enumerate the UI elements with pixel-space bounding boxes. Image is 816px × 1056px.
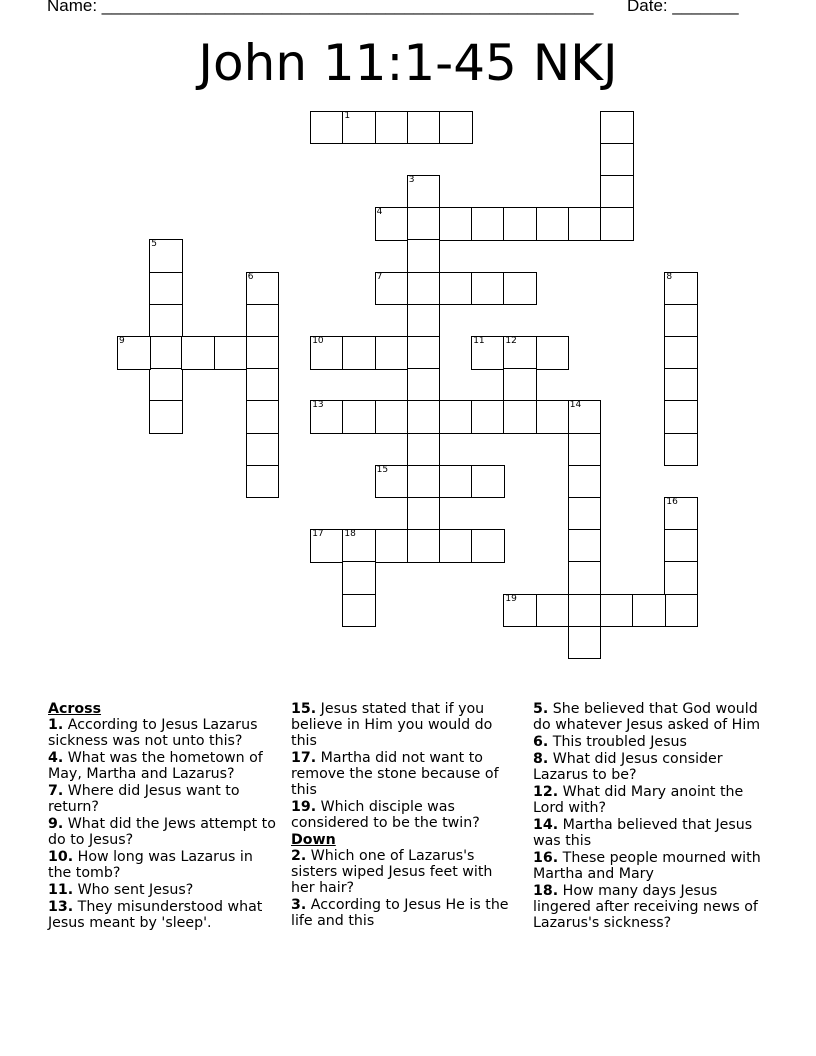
grid-cell[interactable]: [149, 336, 183, 370]
clue-text: What did Jesus consider Lazarus to be?: [533, 751, 723, 783]
grid-cell[interactable]: [439, 272, 473, 306]
grid-cell[interactable]: [181, 336, 215, 370]
grid-cell[interactable]: [439, 400, 473, 434]
down-clue: [533, 734, 773, 750]
across-clue: [48, 750, 278, 782]
grid-cell[interactable]: [503, 336, 537, 370]
grid-cell[interactable]: [471, 529, 505, 563]
clue-number: 16: [666, 497, 678, 507]
grid-cell[interactable]: [342, 529, 376, 563]
down-clue: [533, 701, 773, 733]
clue-number-label: 14.: [533, 817, 559, 833]
clue-text: What did the Jews attempt to do to Jesus?: [48, 816, 276, 848]
clues-column-1: [48, 701, 278, 932]
grid-cell[interactable]: [632, 594, 666, 628]
grid-cell[interactable]: [568, 400, 602, 434]
grid-cell[interactable]: [536, 336, 570, 370]
grid-cell[interactable]: [246, 336, 280, 370]
down-clue-list-continued: [533, 701, 773, 931]
clue-number: 18: [344, 529, 356, 540]
clue-number-label: 8.: [533, 751, 549, 767]
across-clue: [48, 816, 278, 848]
grid-cell[interactable]: [471, 272, 505, 306]
clues-column-3: [533, 701, 773, 932]
grid-cell[interactable]: [342, 594, 376, 628]
clue-text: Martha believed that Jesus was this: [533, 817, 753, 849]
grid-cell[interactable]: [439, 529, 473, 563]
grid-cell[interactable]: [664, 497, 698, 531]
grid-cell[interactable]: [407, 239, 441, 273]
grid-cell[interactable]: [246, 304, 280, 338]
grid-cell[interactable]: [310, 111, 344, 145]
grid-cell[interactable]: [471, 465, 505, 499]
grid-cell[interactable]: [149, 304, 183, 338]
grid-cell[interactable]: [375, 111, 409, 145]
across-clue-list: [48, 717, 278, 931]
down-clue: [533, 784, 773, 816]
clue-number-label: 5.: [533, 701, 549, 717]
clue-number: 14: [569, 400, 582, 411]
grid-cell[interactable]: [407, 433, 441, 467]
grid-cell[interactable]: [246, 272, 280, 306]
across-heading: Across: [48, 701, 102, 717]
page-title: John 11:1-45 NKJ: [198, 34, 618, 92]
grid-cell[interactable]: [503, 400, 537, 434]
grid-cell[interactable]: [600, 594, 634, 628]
clue-text: Where did Jesus want to return?: [48, 783, 240, 815]
clue-number-label: 1.: [48, 717, 64, 733]
grid-cell[interactable]: [664, 561, 698, 595]
grid-cell[interactable]: [536, 207, 570, 241]
down-clue: [291, 848, 516, 896]
grid-cell[interactable]: [310, 336, 344, 370]
grid-cell[interactable]: [149, 368, 183, 402]
grid-cell[interactable]: [600, 175, 634, 209]
grid-cell[interactable]: [568, 529, 602, 563]
clue-text: According to Jesus He is the life and this: [291, 897, 509, 929]
grid-cell[interactable]: [664, 594, 698, 628]
grid-cell[interactable]: [503, 594, 537, 628]
clue-number-label: 3.: [291, 897, 307, 913]
clue-number: 7: [376, 271, 383, 282]
clue-text: Who sent Jesus?: [73, 882, 194, 898]
clue-text: They misunderstood what Jesus meant by 'sleep'.: [48, 899, 263, 931]
clue-text: This troubled Jesus: [548, 734, 687, 750]
clue-number-label: 13.: [48, 899, 74, 915]
grid-cell[interactable]: [439, 111, 473, 145]
grid-cell[interactable]: [664, 304, 698, 338]
grid-cell[interactable]: [342, 336, 376, 370]
clue-text: How long was Lazarus in the tomb?: [48, 849, 253, 881]
clue-number-label: 9.: [48, 816, 64, 832]
grid-cell[interactable]: [407, 465, 441, 499]
grid-cell[interactable]: [407, 368, 441, 402]
clue-number-label: 10.: [48, 849, 74, 865]
grid-cell[interactable]: [568, 626, 602, 660]
grid-cell[interactable]: [407, 272, 441, 306]
grid-cell[interactable]: [568, 465, 602, 499]
clues-column-2: [291, 701, 516, 930]
clue-number-label: 17.: [291, 750, 317, 766]
down-clue: [533, 883, 773, 931]
clue-number: 1: [344, 110, 351, 121]
grid-cell[interactable]: [407, 304, 441, 338]
clue-text: What did Mary anoint the Lord with?: [533, 784, 744, 816]
clue-number: 4: [376, 207, 383, 218]
across-clue: [291, 750, 516, 798]
grid-cell[interactable]: [375, 336, 409, 370]
grid-cell[interactable]: [439, 207, 473, 241]
clue-number-label: 16.: [533, 850, 559, 866]
grid-cell[interactable]: [407, 400, 441, 434]
down-clue: [533, 751, 773, 783]
grid-cell[interactable]: [214, 336, 248, 370]
grid-cell[interactable]: [568, 594, 602, 628]
clue-number: 11: [473, 336, 485, 346]
grid-cell[interactable]: [536, 594, 570, 628]
grid-cell[interactable]: [375, 400, 409, 434]
name-field-label: Name: ____________________________________________________: [47, 0, 594, 15]
clue-number: 12: [505, 336, 517, 346]
grid-cell[interactable]: [342, 561, 376, 595]
clue-number: 3: [408, 175, 415, 185]
across-clue: [48, 899, 278, 931]
clue-text: Jesus stated that if you believe in Him you would do this: [291, 701, 493, 749]
clue-text: Which one of Lazarus's sisters wiped Jesus feet with her hair?: [291, 848, 493, 896]
clue-text: Martha did not want to remove the stone because of this: [291, 750, 499, 798]
grid-cell[interactable]: [471, 400, 505, 434]
grid-cell[interactable]: [342, 111, 376, 145]
grid-cell[interactable]: [568, 207, 602, 241]
clue-number-label: 7.: [48, 783, 64, 799]
clue-number-label: 11.: [48, 882, 74, 898]
clue-number: 9: [119, 336, 125, 346]
down-clue: [533, 850, 773, 882]
clue-number: 6: [247, 271, 254, 282]
grid-cell[interactable]: [310, 529, 344, 563]
grid-cell[interactable]: [439, 465, 473, 499]
grid-cell[interactable]: [407, 529, 441, 563]
clue-number: 5: [151, 239, 157, 250]
grid-cell[interactable]: [407, 207, 441, 241]
clue-text: What was the hometown of May, Martha and Lazarus?: [48, 750, 263, 782]
grid-cell[interactable]: [117, 336, 151, 370]
down-clue: [291, 897, 516, 929]
clue-number: 19: [505, 593, 517, 604]
clue-number-label: 6.: [533, 734, 549, 750]
clue-number-label: 19.: [291, 799, 317, 815]
clue-number: 8: [666, 271, 673, 282]
clue-text: According to Jesus Lazarus sickness was not unto this?: [48, 717, 258, 749]
grid-cell[interactable]: [375, 465, 409, 499]
across-clue: [48, 882, 278, 898]
clue-text: How many days Jesus lingered after receiving news of Lazarus's sickness?: [533, 883, 758, 931]
grid-cell[interactable]: [149, 272, 183, 306]
grid-cell[interactable]: [407, 336, 441, 370]
grid-cell[interactable]: [568, 433, 602, 467]
clue-number: 13: [312, 400, 324, 411]
clue-number-label: 2.: [291, 848, 307, 864]
grid-cell[interactable]: [503, 207, 537, 241]
grid-cell[interactable]: [407, 497, 441, 531]
grid-cell[interactable]: [342, 400, 376, 434]
grid-cell[interactable]: [246, 368, 280, 402]
clue-text: Which disciple was considered to be the twin?: [291, 799, 480, 831]
clue-number-label: 15.: [291, 701, 317, 717]
grid-cell[interactable]: [471, 336, 505, 370]
grid-cell[interactable]: [407, 175, 441, 209]
grid-cell[interactable]: [246, 433, 280, 467]
date-field-label: Date: _______: [627, 0, 739, 15]
grid-cell[interactable]: [375, 272, 409, 306]
across-clue: [48, 717, 278, 749]
down-heading: Down: [291, 832, 336, 848]
grid-cell[interactable]: [600, 111, 634, 145]
grid-cell[interactable]: [149, 239, 183, 273]
grid-cell[interactable]: [600, 143, 634, 177]
down-clue: [533, 817, 773, 849]
grid-cell[interactable]: [375, 529, 409, 563]
across-clue-list-continued: [291, 701, 516, 831]
clue-text: She believed that God would do whatever Jesus asked of Him: [533, 701, 761, 733]
across-clue: [48, 849, 278, 881]
across-clue: [48, 783, 278, 815]
grid-cell[interactable]: [149, 400, 183, 434]
across-clue: [291, 799, 516, 831]
grid-cell[interactable]: [664, 529, 698, 563]
grid-cell[interactable]: [664, 336, 698, 370]
clue-text: These people mourned with Martha and Mary: [533, 850, 761, 882]
grid-cell[interactable]: [600, 207, 634, 241]
grid-cell[interactable]: [664, 433, 698, 467]
grid-cell[interactable]: [664, 368, 698, 402]
grid-cell[interactable]: [503, 272, 537, 306]
clue-number-label: 18.: [533, 883, 559, 899]
grid-cell[interactable]: [536, 400, 570, 434]
clue-number: 15: [376, 464, 389, 475]
grid-cell[interactable]: [664, 400, 698, 434]
clue-number: 10: [312, 336, 324, 346]
grid-cell[interactable]: [407, 111, 441, 145]
grid-cell[interactable]: [503, 368, 537, 402]
grid-cell[interactable]: [664, 272, 698, 306]
grid-cell[interactable]: [568, 497, 602, 531]
grid-cell[interactable]: [471, 207, 505, 241]
down-clue-list: [291, 848, 516, 929]
clue-number: 17: [312, 529, 324, 540]
clue-number-label: 4.: [48, 750, 64, 766]
grid-cell[interactable]: [246, 400, 280, 434]
grid-cell[interactable]: [568, 561, 602, 595]
grid-cell[interactable]: [246, 465, 280, 499]
grid-cell[interactable]: [375, 207, 409, 241]
grid-cell[interactable]: [310, 400, 344, 434]
across-clue: [291, 701, 516, 749]
clue-number-label: 12.: [533, 784, 559, 800]
